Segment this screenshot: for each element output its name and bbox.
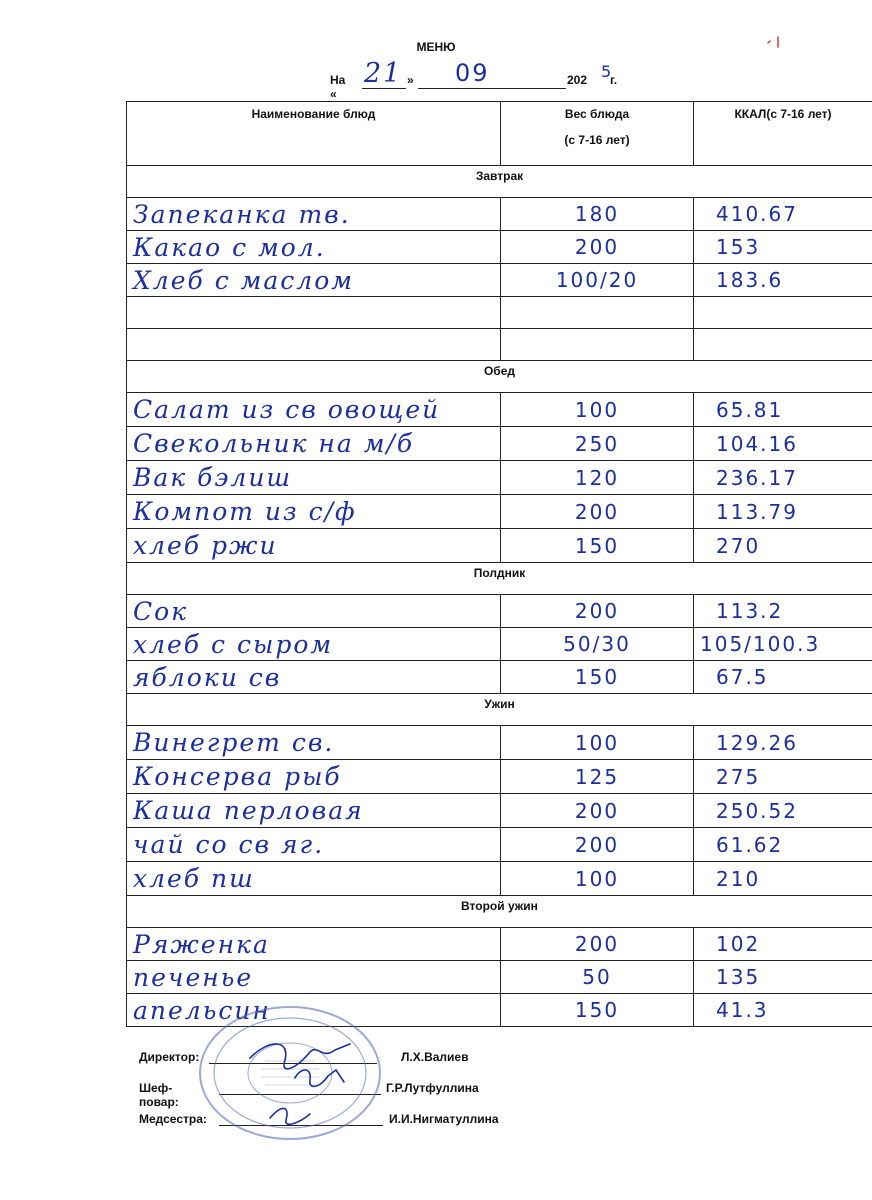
table-row: [127, 661, 872, 694]
menu-title: МЕНЮ: [416, 40, 456, 54]
col-header-kcal: ККАЛ(с 7-16 лет): [694, 102, 872, 166]
year-suffix: г.: [610, 73, 618, 87]
table-header-row: [127, 102, 872, 166]
dish-name: Салат из св овощей: [127, 393, 501, 427]
dish-weight: 100/20: [501, 264, 694, 297]
table-row: [127, 495, 872, 529]
dish-kcal: 105/100.3: [694, 628, 872, 661]
dish-kcal: 104.16: [694, 427, 872, 461]
menu-table: [126, 101, 872, 1027]
dish-weight: 150: [501, 661, 694, 694]
signature-name: Г.Р.Лутфуллина: [386, 1081, 479, 1095]
dish-kcal: 270: [694, 529, 872, 563]
dish-kcal: 410.67: [694, 198, 872, 231]
dish-name: Запеканка тв.: [127, 198, 501, 231]
dish-weight: 100: [501, 862, 694, 896]
section-title: Ужин: [127, 694, 872, 726]
dish-weight: 200: [501, 231, 694, 264]
dish-weight: 180: [501, 198, 694, 231]
table-row: [127, 628, 872, 661]
dish-weight: 125: [501, 760, 694, 794]
table-row: [127, 198, 872, 231]
section-title: Второй ужин: [127, 896, 872, 928]
dish-weight: 200: [501, 828, 694, 862]
dish-kcal: [694, 297, 872, 329]
dish-weight: 200: [501, 794, 694, 828]
dish-name: яблоки св: [127, 661, 501, 694]
dish-name: хлеб ржи: [127, 529, 501, 563]
dish-kcal: 65.81: [694, 393, 872, 427]
signature-role: Директор:: [139, 1050, 200, 1064]
col-header-weight-label: Вес блюда: [564, 107, 630, 121]
table-row: [127, 264, 872, 297]
dish-name: Хлеб с маслом: [127, 264, 501, 297]
dish-kcal: 41.3: [694, 994, 872, 1027]
table-row: [127, 231, 872, 264]
dish-weight: 120: [501, 461, 694, 495]
dish-kcal: 113.2: [694, 595, 872, 628]
section-title: Завтрак: [127, 166, 872, 198]
table-row-empty: [127, 297, 872, 329]
table-row: [127, 928, 872, 961]
table-row: [127, 427, 872, 461]
dish-name: чай со св яг.: [127, 828, 501, 862]
section-row-lunch: [127, 361, 872, 393]
dish-weight: 200: [501, 495, 694, 529]
dish-kcal: 67.5: [694, 661, 872, 694]
dish-kcal: 129.26: [694, 726, 872, 760]
dish-weight: [501, 297, 694, 329]
dish-weight: 200: [501, 595, 694, 628]
table-row: [127, 862, 872, 896]
dish-name: Компот из с/ф: [127, 495, 501, 529]
dish-name: апельсин: [127, 994, 501, 1027]
dish-name: печенье: [127, 961, 501, 994]
col-header-weight-age: (с 7-16 лет): [564, 133, 630, 147]
dish-weight: 150: [501, 529, 694, 563]
dish-name: Винегрет св.: [127, 726, 501, 760]
table-row-empty: [127, 329, 872, 361]
dish-kcal: 183.6: [694, 264, 872, 297]
dish-kcal: 275: [694, 760, 872, 794]
dish-name: Сок: [127, 595, 501, 628]
table-row: [127, 393, 872, 427]
dish-name: Вак бэлиш: [127, 461, 501, 495]
dish-kcal: [694, 329, 872, 361]
dish-kcal: 153: [694, 231, 872, 264]
dish-weight: 200: [501, 928, 694, 961]
date-prefix: На «: [330, 73, 346, 101]
dish-weight: 50/30: [501, 628, 694, 661]
year-prefix: 202: [567, 73, 588, 87]
dish-name: [127, 329, 501, 361]
month-underline: [418, 88, 566, 89]
table-row: [127, 794, 872, 828]
section-title: Полдник: [127, 563, 872, 595]
dish-kcal: 210: [694, 862, 872, 896]
table-row: [127, 760, 872, 794]
table-row: [127, 961, 872, 994]
table-row: [127, 595, 872, 628]
section-title: Обед: [127, 361, 872, 393]
dish-kcal: 135: [694, 961, 872, 994]
table-row: [127, 726, 872, 760]
section-row-dinner: [127, 694, 872, 726]
dish-kcal: 102: [694, 928, 872, 961]
dish-weight: 100: [501, 393, 694, 427]
dish-weight: 100: [501, 726, 694, 760]
dish-weight: 250: [501, 427, 694, 461]
dish-kcal: 113.79: [694, 495, 872, 529]
date-mid: »: [407, 73, 414, 87]
dish-name: Каша перловая: [127, 794, 501, 828]
signature-name: И.И.Нигматуллина: [389, 1112, 499, 1126]
dish-kcal: 250.52: [694, 794, 872, 828]
table-row: [127, 828, 872, 862]
signature-role: Шеф-повар:: [139, 1081, 179, 1109]
col-header-dish: Наименование блюд: [127, 102, 501, 166]
dish-name: [127, 297, 501, 329]
dish-weight: 150: [501, 994, 694, 1027]
red-mark-icon: [765, 33, 785, 53]
signature-role: Медсестра:: [139, 1112, 207, 1126]
date-month: 09: [455, 59, 490, 87]
dish-name: хлеб пш: [127, 862, 501, 896]
col-header-weight: [501, 102, 694, 166]
year-digit: 5: [601, 62, 614, 81]
table-row: [127, 461, 872, 495]
dish-weight: 50: [501, 961, 694, 994]
table-row: [127, 529, 872, 563]
dish-name: хлеб с сыром: [127, 628, 501, 661]
dish-kcal: 236.17: [694, 461, 872, 495]
signature-name: Л.Х.Валиев: [401, 1050, 469, 1064]
section-row-breakfast: [127, 166, 872, 198]
dish-name: Какао с мол.: [127, 231, 501, 264]
dish-name: Ряженка: [127, 928, 501, 961]
handwritten-signatures-icon: [240, 1030, 380, 1140]
dish-kcal: 61.62: [694, 828, 872, 862]
date-day: 21: [364, 58, 403, 89]
dish-name: Свекольник на м/б: [127, 427, 501, 461]
dish-weight: [501, 329, 694, 361]
dish-name: Консерва рыб: [127, 760, 501, 794]
section-row-snack: [127, 563, 872, 595]
section-row-second-dinner: [127, 896, 872, 928]
